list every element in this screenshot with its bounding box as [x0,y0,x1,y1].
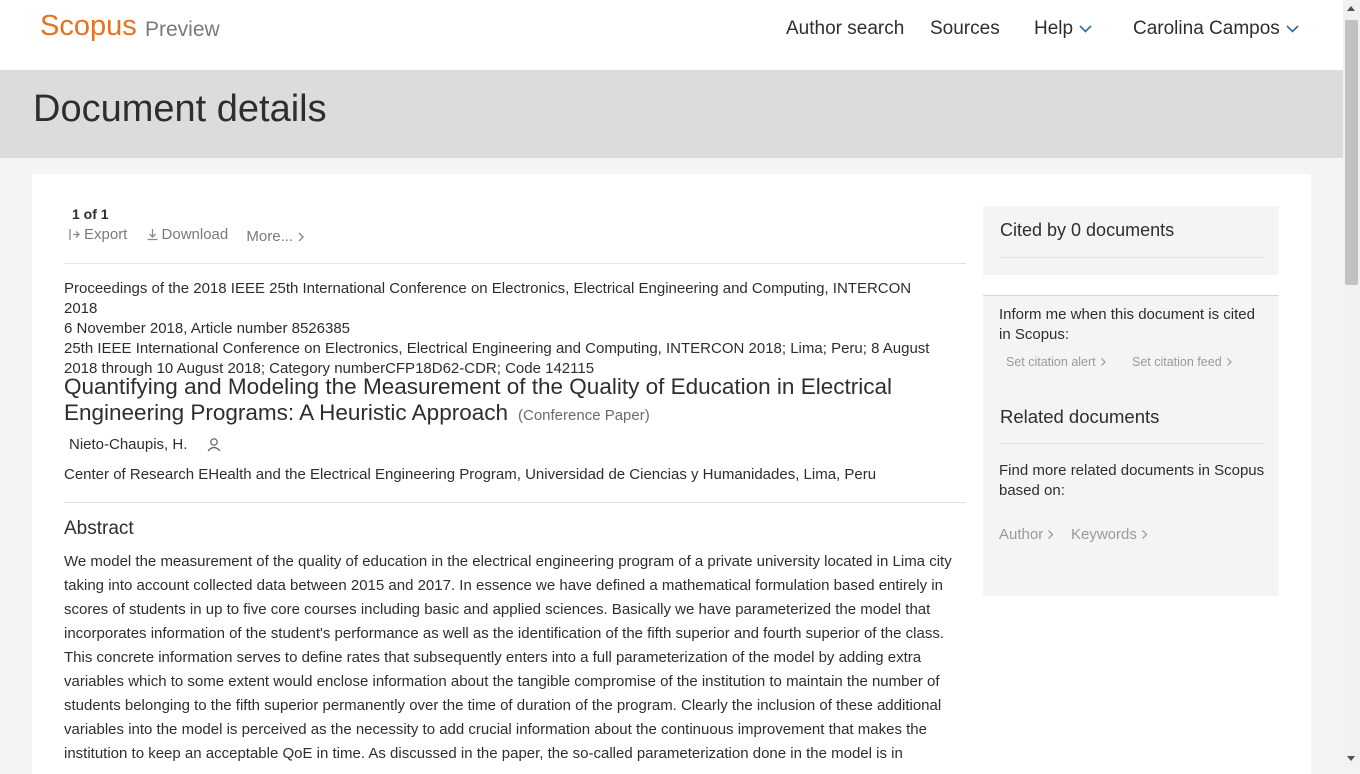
download-label: Download [161,226,229,243]
source-date-article: 6 November 2018, Article number 8526385 [64,320,351,337]
document-title-text: Quantifying and Modeling the Measurement of the Quality of Education in Electrical Engineering Programs: A Heuristic Approach [64,374,892,425]
page-banner [0,70,1343,158]
author-name[interactable]: Nieto-Chaupis, H. [69,436,188,453]
nav-author-search[interactable]: Author search [786,18,905,39]
chevron-down-icon [1286,25,1299,33]
document-type: (Conference Paper) [518,407,650,424]
vertical-scrollbar[interactable] [1343,0,1360,768]
scrollbar-thumb[interactable] [1345,20,1358,285]
divider [1000,257,1264,258]
related-by-keywords-link[interactable] [1071,526,1149,543]
more-button[interactable] [246,228,308,245]
source-info [64,279,944,379]
more-label: More... [246,228,294,245]
abstract-heading: Abstract [64,518,134,539]
inform-text: Inform me when this document is cited in Scopus: [999,306,1255,343]
export-icon [68,228,81,241]
result-pager: 1 of 1 [72,206,109,222]
set-citation-feed-link[interactable] [1132,355,1233,369]
document-toolbar [68,226,322,245]
person-icon[interactable] [207,437,221,452]
conference-info: 25th IEEE International Conference on Electronics, Electrical Engineering and Computing, INTERCON 2018; Lima; Peru; 8 August 2018 through 10 August 2018; Category numberCFP18D62-CDR; Code 142115 [64,340,930,377]
set-citation-feed-label: Set citation feed [1132,355,1222,369]
find-more-text: Find more related documents in Scopus based on: [999,462,1265,499]
chevron-right-icon [1141,529,1149,540]
scopus-logo[interactable]: Scopus [40,10,137,42]
divider [64,502,966,503]
chevron-right-icon [1226,357,1233,367]
scroll-down-icon[interactable] [1347,756,1355,761]
download-icon [146,228,159,241]
top-navigation-bar [0,0,1343,70]
related-author-label: Author [999,526,1044,543]
chevron-down-icon [1079,25,1092,33]
cited-by-count: Cited by 0 documents [1000,220,1175,240]
set-citation-alert-link[interactable] [1006,355,1107,369]
chevron-right-icon [1047,529,1055,540]
export-label: Export [84,226,128,243]
user-name: Carolina Campos [1133,18,1280,39]
set-citation-alert-label: Set citation alert [1006,355,1096,369]
nav-help-label: Help [1034,18,1074,39]
affiliation: Center of Research EHealth and the Electrical Engineering Program, Universidad de Ciencias y Humanidades, Lima, Peru [64,466,877,483]
document-title [64,374,964,429]
scroll-up-icon[interactable] [1347,6,1355,11]
related-by-author-link[interactable] [999,526,1055,543]
page-title: Document details [33,88,327,130]
nav-help[interactable] [1034,18,1092,40]
divider [64,263,966,264]
source-title: Proceedings of the 2018 IEEE 25th International Conference on Electronics, Electrical Engineering and Computing, INTERCON 2018 [64,280,912,317]
author-line [69,436,221,453]
preview-label: Preview [145,18,220,41]
download-button[interactable] [146,226,229,243]
divider [1000,443,1264,444]
related-keywords-label: Keywords [1071,526,1137,543]
chevron-right-icon [297,231,305,243]
chevron-right-icon [1100,357,1107,367]
export-button[interactable] [68,226,127,243]
nav-user-menu[interactable] [1133,18,1299,40]
abstract-text: We model the measurement of the quality of education in the electrical engineering program of a private university located in Lima city taking into account collected data between 2015 and 2017. In essence we have defined a mathematical formulation based entirely in scores of students in up to five core courses including basic and applied sciences. Basically we have parameterized the model that incorporates information of the student's performance as well as the identification of the fifth superior and fourth superior of the class. This concrete information serves to define rates that subsequently enters into a full parameterization of the model by adding extra variables which to some extent would enclose information about the tangible compromise of the institution to maintain the number of students belonging to the fifth superior permanently over the time of duration of the program. Clearly the inclusion of these additional variables into the model is perceived as the necessity to add crucial information about the continuous improvement that makes the institution to keep an acceptable QoE in time. As discussed in the paper, the so-called parameterization done in the model is in [64,553,952,762]
related-documents-heading: Related documents [1000,406,1160,427]
nav-sources[interactable]: Sources [930,18,1000,39]
